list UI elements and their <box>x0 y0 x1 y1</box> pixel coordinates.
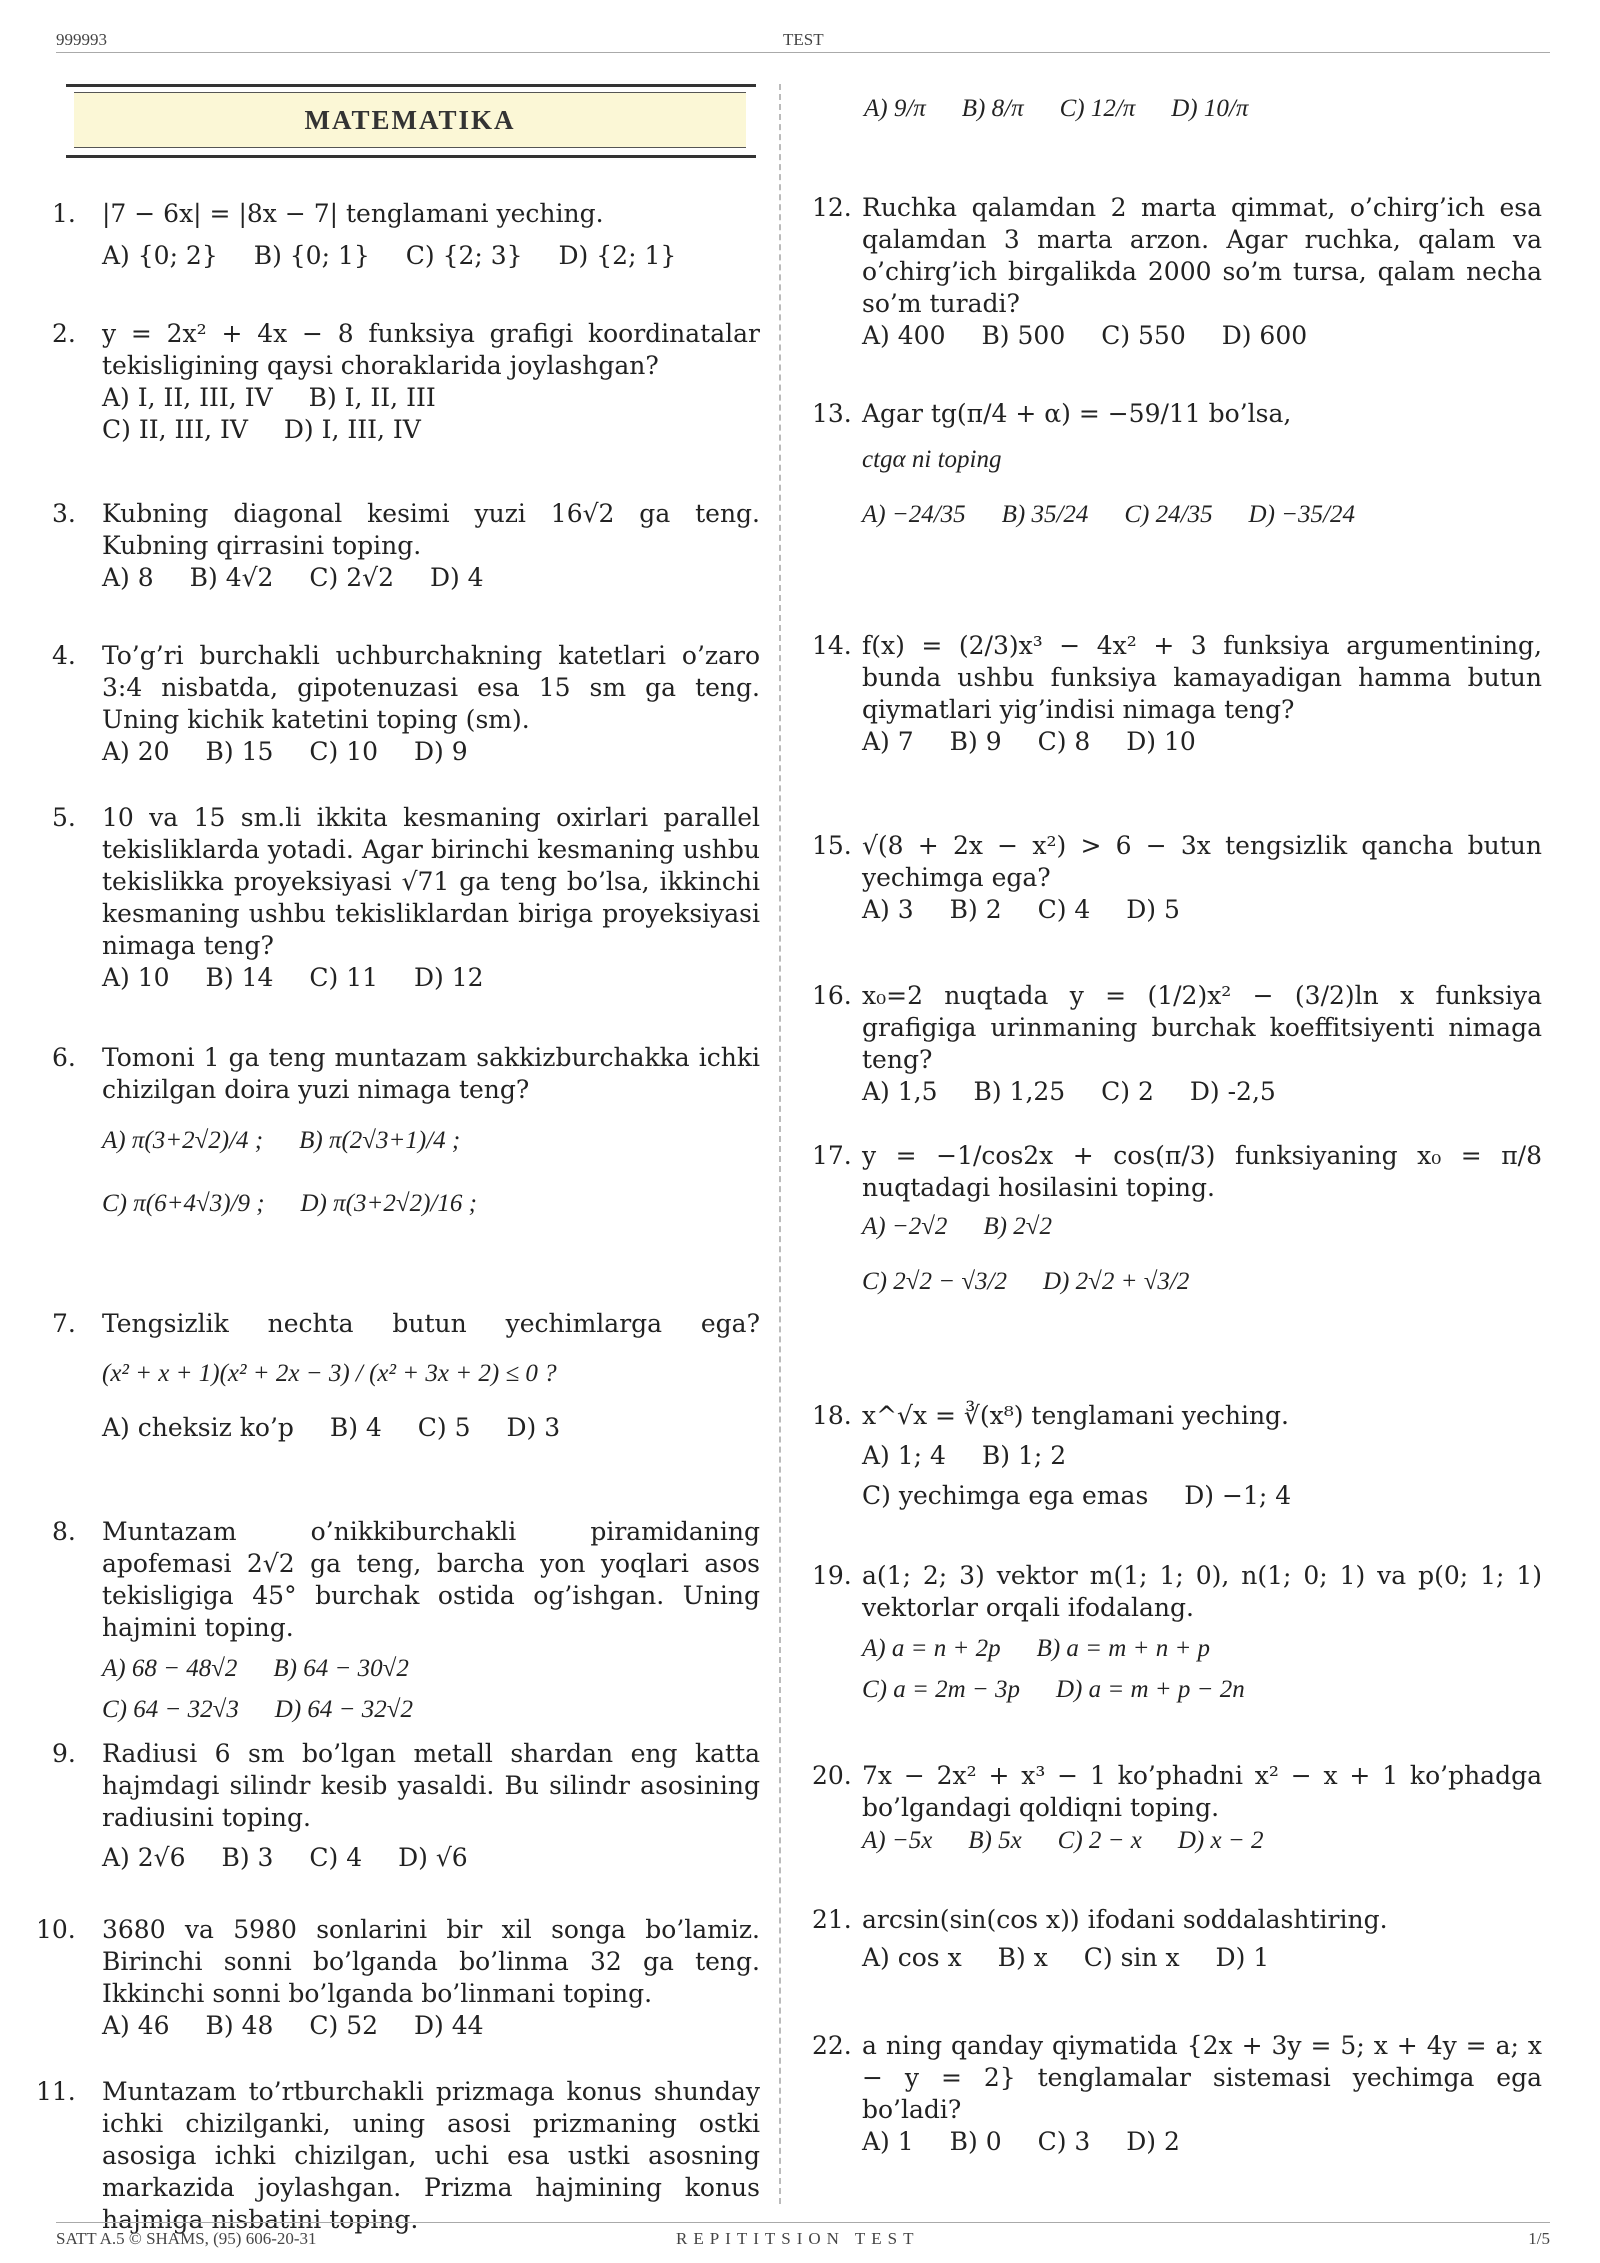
option-a[interactable]: A) 1 <box>862 2127 914 2156</box>
option-a[interactable]: A) cheksiz ko’p <box>102 1413 294 1442</box>
option-d[interactable]: D) −35/24 <box>1248 501 1355 528</box>
option-a[interactable]: A) 8 <box>102 563 154 592</box>
option-c[interactable]: C) 550 <box>1101 321 1186 350</box>
option-a[interactable]: A) π(3+2√2)/4 ; <box>102 1127 264 1154</box>
option-d[interactable]: D) 9 <box>413 737 468 766</box>
question-text: arcsin(sin(cos x)) ifodani soddalashtiring. <box>862 1905 1388 1934</box>
option-d[interactable]: D) −1; 4 <box>1184 1481 1292 1510</box>
question-text: f(x) = (2/3)x³ − 4x² + 3 funksiya argumentining, bunda ushbu funksiya kamayadigan hamma butun qiymatlari yig’indisi nimaga teng? <box>862 631 1542 724</box>
option-d[interactable]: D) √6 <box>398 1843 468 1872</box>
option-b[interactable]: B) 8/π <box>961 95 1024 122</box>
inequality-formula: (x² + x + 1)(x² + 2x − 3) / (x² + 3x + 2) ≤ 0 ? <box>102 1360 557 1387</box>
option-b[interactable]: B) 9 <box>949 727 1002 756</box>
option-a[interactable]: A) 46 <box>102 2011 170 2040</box>
option-b[interactable]: B) 15 <box>205 737 274 766</box>
question-text: |7 − 6x| = |8x − 7| tenglamani yeching. <box>102 199 604 228</box>
question-text: x^√x = ∛(x⁸) tenglamani yeching. <box>862 1401 1289 1430</box>
question-number: 6. <box>52 1043 76 1072</box>
option-d[interactable]: D) 10/π <box>1171 95 1249 122</box>
option-d[interactable]: D) 2√2 + √3/2 <box>1042 1268 1190 1295</box>
question-text: Tengsizlik nechta butun yechimlarga ega? <box>102 1309 760 1338</box>
option-d[interactable]: D) 64 − 32√2 <box>274 1696 414 1723</box>
question-number: 18. <box>812 1401 852 1430</box>
title-rule-bottom <box>66 155 756 158</box>
question-number: 5. <box>52 803 76 832</box>
option-c[interactable]: C) 2 − x <box>1057 1827 1142 1854</box>
question-text: Kubning diagonal kesimi yuzi 16√2 ga teng. Kubning qirrasini toping. <box>102 499 760 560</box>
question-number: 3. <box>52 499 76 528</box>
question-subtext: ctgα ni toping <box>862 446 1002 473</box>
header-label: TEST <box>783 30 824 49</box>
left-column <box>36 190 760 2234</box>
question-number: 20. <box>812 1761 852 1790</box>
option-c[interactable]: C) 2 <box>1101 1077 1154 1106</box>
option-a[interactable]: A) −5x <box>862 1827 933 1854</box>
option-c[interactable]: C) 24/35 <box>1124 501 1213 528</box>
option-d[interactable]: D) 5 <box>1126 895 1180 924</box>
option-a[interactable]: A) 68 − 48√2 <box>102 1655 238 1682</box>
option-a[interactable]: A) 400 <box>862 321 946 350</box>
option-a[interactable]: A) 10 <box>102 963 170 992</box>
option-c[interactable]: C) sin x <box>1083 1943 1180 1972</box>
page-title: MATEMATIKA <box>74 92 746 148</box>
question-number: 11. <box>36 2077 76 2106</box>
header-code: 999993 <box>56 30 107 49</box>
question-number: 17. <box>812 1141 852 1170</box>
option-b[interactable]: B) 0 <box>949 2127 1002 2156</box>
option-b[interactable]: B) π(2√3+1)/4 ; <box>299 1127 461 1154</box>
option-d[interactable]: D) π(3+2√2)/16 ; <box>300 1190 477 1217</box>
option-b[interactable]: B) I, II, III <box>308 383 436 412</box>
option-b[interactable]: B) a = m + n + p <box>1036 1635 1211 1662</box>
option-c[interactable]: C) 12/π <box>1059 95 1136 122</box>
option-a[interactable]: A) 20 <box>102 737 170 766</box>
option-b[interactable]: B) 64 − 30√2 <box>273 1655 409 1682</box>
question-text: Radiusi 6 sm bo’lgan metall shardan eng katta hajmdagi silindr kesib yasaldi. Bu silindr asosining radiusini toping. <box>102 1739 760 1832</box>
option-b[interactable]: B) 48 <box>205 2011 274 2040</box>
question-number: 10. <box>36 1915 76 1944</box>
option-c[interactable]: C) 10 <box>309 737 379 766</box>
option-c[interactable]: C) 8 <box>1037 727 1091 756</box>
option-c[interactable]: C) 2√2 − √3/2 <box>862 1268 1008 1295</box>
option-a[interactable]: A) 1; 4 <box>862 1441 946 1470</box>
option-b[interactable]: B) 500 <box>981 321 1066 350</box>
question-text: 3680 va 5980 sonlarini bir xil songa bo’lamiz. Birinchi sonni bo’lganda bo’linma 32 ga teng. Ikkinchi sonni bo’lganda bo’linmani toping. <box>102 1915 760 2008</box>
option-c[interactable]: C) yechimga ega emas <box>862 1481 1149 1510</box>
option-c[interactable]: C) a = 2m − 3p <box>862 1676 1021 1703</box>
option-b[interactable]: B) 35/24 <box>1001 501 1089 528</box>
option-d[interactable]: D) 44 <box>413 2011 484 2040</box>
question-text: y = −1/cos2x + cos(π/3) funksiyaning x₀ = π/8 nuqtadagi hosilasini toping. <box>862 1141 1542 1202</box>
option-b[interactable]: B) 1,25 <box>973 1077 1066 1106</box>
option-d[interactable]: D) 12 <box>413 963 484 992</box>
option-d[interactable]: D) 4 <box>429 563 484 592</box>
option-d[interactable]: D) x − 2 <box>1177 1827 1264 1854</box>
option-c[interactable]: C) II, III, IV <box>102 415 248 444</box>
option-a[interactable]: A) 2√6 <box>102 1843 186 1872</box>
footer-copyright: SATT A.5 © SHAMS, (95) 606-20-31 <box>56 2229 317 2248</box>
option-d[interactable]: D) 600 <box>1221 321 1308 350</box>
option-b[interactable]: B) 3 <box>221 1843 274 1872</box>
option-a[interactable]: A) {0; 2} <box>102 241 218 270</box>
option-b[interactable]: B) 1; 2 <box>981 1441 1067 1470</box>
question-text: Tomoni 1 ga teng muntazam sakkizburchakka ichki chizilgan doira yuzi nimaga teng? <box>102 1043 760 1104</box>
question-text: y = 2x² + 4x − 8 funksiya grafigi koordinatalar tekisligining qaysi choraklarida joylashgan? <box>102 319 760 380</box>
question-text: Agar tg(π/4 + α) = −59/11 bo’lsa, <box>862 399 1292 428</box>
page-footer <box>56 2222 1550 2249</box>
option-d[interactable]: D) 10 <box>1126 727 1196 756</box>
option-c[interactable]: C) 52 <box>309 2011 379 2040</box>
question-number: 14. <box>812 631 852 660</box>
title-rule-top <box>66 84 756 87</box>
option-d[interactable]: D) -2,5 <box>1189 1077 1276 1106</box>
question-number: 19. <box>812 1561 852 1590</box>
option-d[interactable]: D) 1 <box>1215 1943 1270 1972</box>
option-a[interactable]: A) cos x <box>862 1943 962 1972</box>
option-b[interactable]: B) 2 <box>949 895 1002 924</box>
footer-label: REPITITSION TEST <box>676 2229 920 2248</box>
option-c[interactable]: C) 64 − 32√3 <box>102 1696 239 1723</box>
page-number: 1/5 <box>1528 2229 1550 2248</box>
option-a[interactable]: A) 9/π <box>864 95 926 122</box>
title-box <box>66 84 756 158</box>
option-a[interactable]: A) 3 <box>862 895 914 924</box>
question-text: a(1; 2; 3) vektor m(1; 1; 0), n(1; 0; 1) va p(0; 1; 1) vektorlar orqali ifodalang. <box>862 1561 1542 1622</box>
option-c[interactable]: C) 11 <box>309 963 379 992</box>
question-number: 13. <box>812 399 852 428</box>
question-text: 7x − 2x² + x³ − 1 ko’phadni x² − x + 1 ko’phadga bo’lgandagi qoldiqni toping. <box>862 1761 1542 1822</box>
option-c[interactable]: C) 3 <box>1037 2127 1091 2156</box>
question-number: 8. <box>52 1517 76 1546</box>
option-c[interactable]: C) {2; 3} <box>405 241 523 270</box>
option-c[interactable]: C) 2√2 <box>309 563 394 592</box>
option-b[interactable]: B) 5x <box>968 1827 1022 1854</box>
question-number: 1. <box>52 199 76 228</box>
question-text: a ning qanday qiymatida {2x + 3y = 5; x + 4y = a; x − y = 2} tenglamalar sistemasi yechimga ega bo’ladi? <box>862 2031 1542 2124</box>
option-c[interactable]: C) 4 <box>309 1843 363 1872</box>
question-text: 10 va 15 sm.li ikkita kesmaning oxirlari parallel tekisliklarda yotadi. Agar birinchi kesmaning ushbu tekislikka proyeksiyasi √71 ga teng bo’lsa, ikkinchi kesmaning ushbu tekisliklardan biriga proyeksiyasi nimaga teng? <box>102 803 760 960</box>
option-b[interactable]: B) 14 <box>205 963 274 992</box>
question-number: 15. <box>812 831 852 860</box>
option-b[interactable]: B) 2√2 <box>983 1213 1052 1240</box>
option-a[interactable]: A) 1,5 <box>862 1077 938 1106</box>
option-c[interactable]: C) π(6+4√3)/9 ; <box>102 1190 265 1217</box>
question-number: 22. <box>812 2031 852 2060</box>
question-number: 9. <box>52 1739 76 1768</box>
question-text: To’g’ri burchakli uchburchakning katetlari o’zaro 3:4 nisbatda, gipotenuzasi esa 15 sm ga teng. Uning kichik katetini toping (sm). <box>102 641 760 734</box>
question-text: Ruchka qalamdan 2 marta qimmat, o’chirg’ich esa qalamdan 3 marta arzon. Agar ruchka, qalam va o’chirg’ich birgalikda 2000 so’m tursa, qalam necha so’m turadi? <box>862 193 1542 318</box>
question-number: 21. <box>812 1905 852 1934</box>
right-column <box>812 50 1542 2220</box>
option-d[interactable]: D) 3 <box>506 1413 561 1442</box>
option-d[interactable]: D) a = m + p − 2n <box>1056 1676 1245 1703</box>
option-b[interactable]: B) {0; 1} <box>253 241 370 270</box>
question-text: Muntazam o’nikkiburchakli piramidaning apofemasi 2√2 ga teng, barcha yon yoqlari asos tekisligiga 45° burchak ostida og’ishgan. Uning hajmini toping. <box>102 1517 760 1642</box>
question-text: x₀=2 nuqtada y = (1/2)x² − (3/2)ln x funksiya grafigiga urinmaning burchak koeffitsiyenti nimaga teng? <box>862 981 1542 1074</box>
option-a[interactable]: A) −24/35 <box>862 501 966 528</box>
option-d[interactable]: D) I, III, IV <box>283 415 421 444</box>
question-number: 16. <box>812 981 852 1010</box>
option-a[interactable]: A) I, II, III, IV <box>102 383 273 412</box>
option-d[interactable]: D) {2; 1} <box>558 241 677 270</box>
question-number: 7. <box>52 1309 76 1338</box>
column-divider <box>779 84 781 2204</box>
option-a[interactable]: A) −2√2 <box>862 1213 948 1240</box>
option-b[interactable]: B) x <box>997 1943 1048 1972</box>
question-text: √(8 + 2x − x²) > 6 − 3x tengsizlik qancha butun yechimga ega? <box>862 831 1542 892</box>
option-b[interactable]: B) 4 <box>329 1413 382 1442</box>
option-c[interactable]: C) 4 <box>1037 895 1091 924</box>
option-d[interactable]: D) 2 <box>1126 2127 1180 2156</box>
question-number: 12. <box>812 193 852 222</box>
option-b[interactable]: B) 4√2 <box>189 563 274 592</box>
option-a[interactable]: A) 7 <box>862 727 914 756</box>
question-text: Muntazam to’rtburchakli prizmaga konus shunday ichki chizilganki, uning asosi prizmaning ostki asosiga ichki chizilgan, uchi esa ustki asosning markazida joylashgan. Prizma hajmining konus hajmiga nisbatini toping. <box>102 2077 760 2234</box>
question-number: 4. <box>52 641 76 670</box>
option-a[interactable]: A) a = n + 2p <box>862 1635 1001 1662</box>
option-c[interactable]: C) 5 <box>417 1413 471 1442</box>
question-number: 2. <box>52 319 76 348</box>
